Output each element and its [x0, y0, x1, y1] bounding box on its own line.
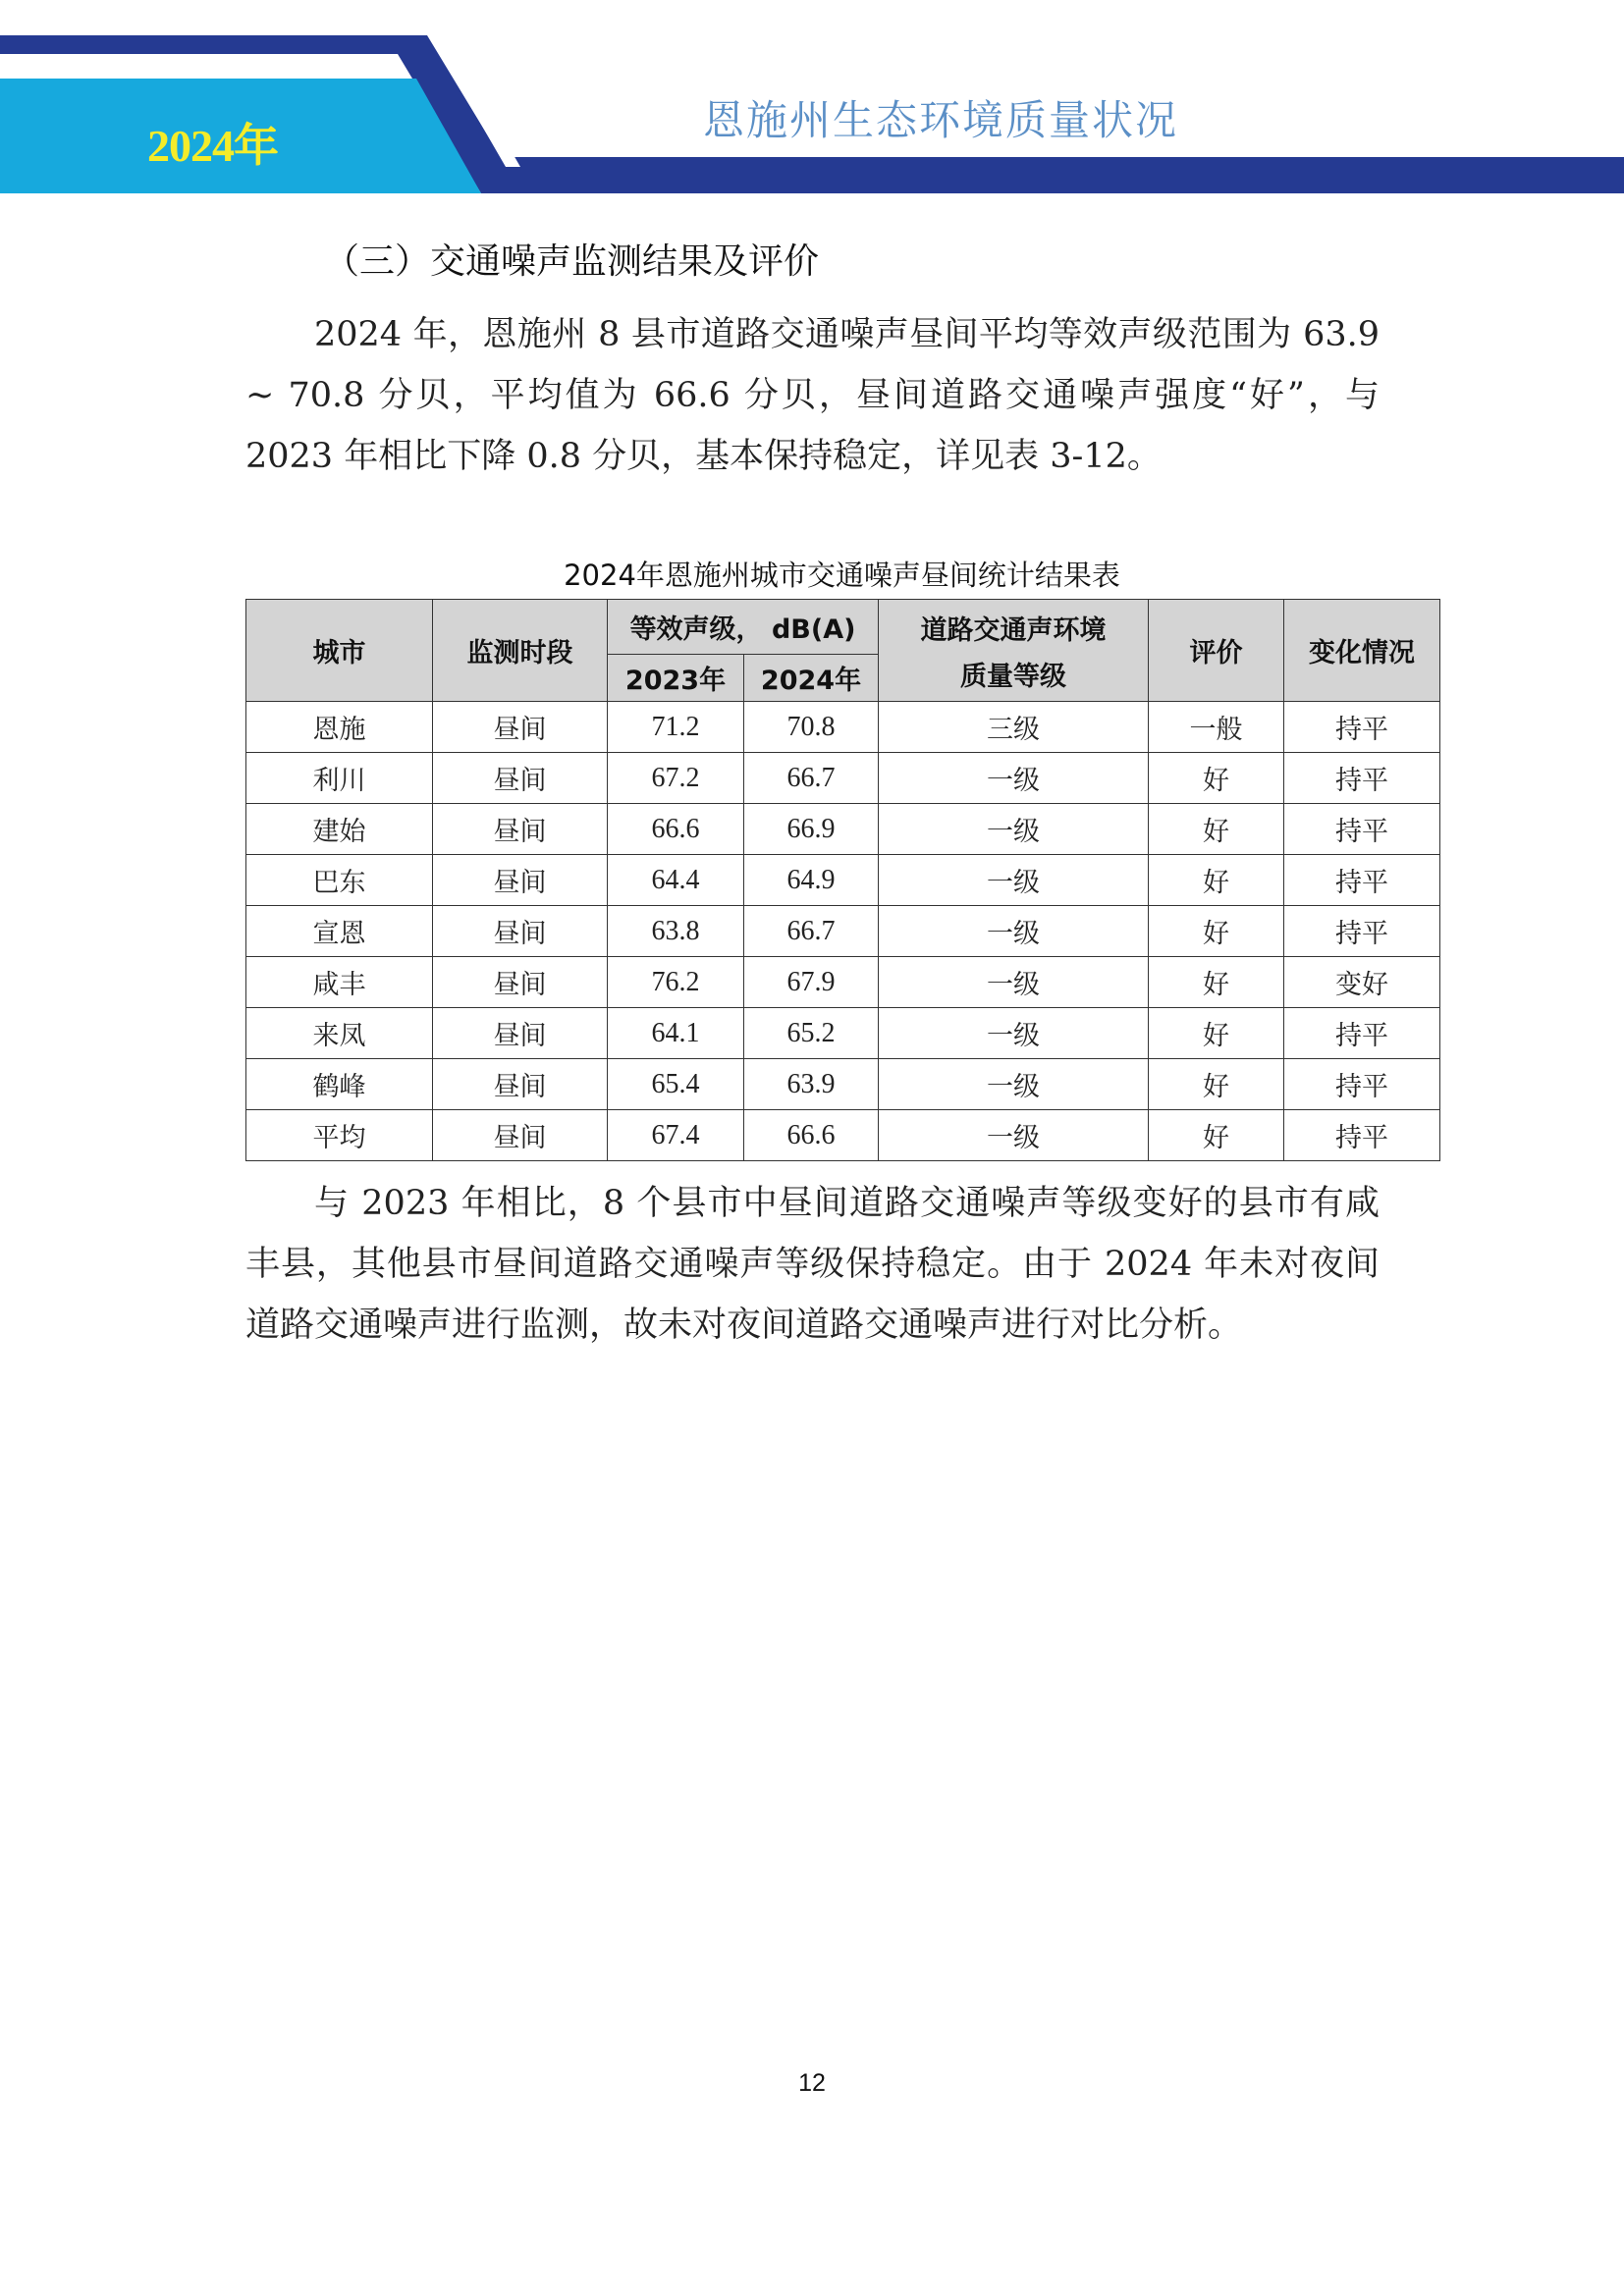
cell-value-2023: 76.2: [608, 957, 744, 1008]
cell-value-2024: 66.6: [744, 1110, 879, 1161]
cell-value-2024: 67.9: [744, 957, 879, 1008]
cell-period: 昼间: [433, 753, 608, 804]
cell-value-2023: 63.8: [608, 906, 744, 957]
cell-evaluation: 好: [1149, 1059, 1284, 1110]
cell-period: 昼间: [433, 855, 608, 906]
cell-evaluation: 好: [1149, 1110, 1284, 1161]
cell-change: 持平: [1284, 1059, 1440, 1110]
cell-city: 咸丰: [246, 957, 433, 1008]
noise-statistics-table: [245, 599, 1440, 1161]
cell-city: 利川: [246, 753, 433, 804]
cell-change: 持平: [1284, 1110, 1440, 1161]
page-number: 12: [798, 2069, 826, 2097]
cell-grade: 一级: [879, 804, 1149, 855]
table-row: [246, 1110, 1440, 1161]
cell-evaluation: 好: [1149, 1008, 1284, 1059]
cell-grade: 一级: [879, 753, 1149, 804]
cell-change: 变好: [1284, 957, 1440, 1008]
cell-evaluation: 好: [1149, 957, 1284, 1008]
cell-value-2023: 66.6: [608, 804, 744, 855]
cell-city: 平均: [246, 1110, 433, 1161]
cell-change: 持平: [1284, 702, 1440, 753]
cell-city: 来凤: [246, 1008, 433, 1059]
cell-period: 昼间: [433, 804, 608, 855]
table-row: [246, 855, 1440, 906]
cell-city: 宣恩: [246, 906, 433, 957]
cell-evaluation: 好: [1149, 855, 1284, 906]
cell-period: 昼间: [433, 1110, 608, 1161]
cell-value-2023: 64.1: [608, 1008, 744, 1059]
cell-evaluation: 一般: [1149, 702, 1284, 753]
cell-city: 恩施: [246, 702, 433, 753]
section-heading: （三）交通噪声监测结果及评价: [324, 241, 820, 282]
table-row: [246, 1008, 1440, 1059]
cell-period: 昼间: [433, 1008, 608, 1059]
table-row: [246, 1059, 1440, 1110]
cell-evaluation: 好: [1149, 753, 1284, 804]
cell-value-2023: 71.2: [608, 702, 744, 753]
header-change: 变化情况: [1284, 600, 1440, 702]
cell-period: 昼间: [433, 957, 608, 1008]
paragraph-intro: 2024 年，恩施州 8 县市道路交通噪声昼间平均等效声级范围为 63.9 ~ 70.8 分贝，平均值为 66.6 分贝，昼间道路交通噪声强度“好”，与 2023 年相比下降 0.8 分贝，基本保持稳定，详见表 3-12。: [245, 315, 1380, 476]
header-grade-line2: 质量等级: [960, 661, 1067, 692]
cell-value-2023: 65.4: [608, 1059, 744, 1110]
cell-grade: 一级: [879, 1059, 1149, 1110]
cell-value-2024: 66.7: [744, 753, 879, 804]
cell-change: 持平: [1284, 906, 1440, 957]
cell-value-2024: 66.9: [744, 804, 879, 855]
header-grade-line1: 道路交通声环境: [920, 614, 1107, 646]
table-row: [246, 804, 1440, 855]
cell-value-2024: 65.2: [744, 1008, 879, 1059]
header-year-2024: 2024年: [744, 655, 879, 702]
cell-change: 持平: [1284, 1008, 1440, 1059]
header-evaluation: 评价: [1149, 600, 1284, 702]
table-row: [246, 753, 1440, 804]
header-year-2023: 2023年: [608, 655, 744, 702]
cell-grade: 一级: [879, 855, 1149, 906]
cell-period: 昼间: [433, 702, 608, 753]
cell-grade: 一级: [879, 906, 1149, 957]
cell-grade: 一级: [879, 957, 1149, 1008]
cell-value-2023: 67.2: [608, 753, 744, 804]
cell-value-2024: 64.9: [744, 855, 879, 906]
cell-change: 持平: [1284, 804, 1440, 855]
cell-grade: 三级: [879, 702, 1149, 753]
table-caption: 2024年恩施州城市交通噪声昼间统计结果表: [564, 559, 1120, 592]
cell-grade: 一级: [879, 1008, 1149, 1059]
cell-city: 鹤峰: [246, 1059, 433, 1110]
cell-evaluation: 好: [1149, 906, 1284, 957]
cell-evaluation: 好: [1149, 804, 1284, 855]
cell-value-2024: 70.8: [744, 702, 879, 753]
document-title: 恩施州生态环境质量状况: [703, 96, 1179, 144]
cell-grade: 一级: [879, 1110, 1149, 1161]
paragraph-comparison: 与 2023 年相比，8 个县市中昼间道路交通噪声等级变好的县市有咸丰县，其他县市昼间道路交通噪声等级保持稳定。由于 2024 年未对夜间道路交通噪声进行监测，故未对夜间道路交通噪声进行对比分析。: [245, 1184, 1380, 1345]
cell-period: 昼间: [433, 1059, 608, 1110]
cell-value-2024: 66.7: [744, 906, 879, 957]
header-level-group: 等效声级， dB(A): [608, 600, 879, 655]
header-period: 监测时段: [433, 600, 608, 702]
table-row: [246, 906, 1440, 957]
cell-value-2023: 67.4: [608, 1110, 744, 1161]
header-city: 城市: [246, 600, 433, 702]
table-row: [246, 957, 1440, 1008]
cell-value-2024: 63.9: [744, 1059, 879, 1110]
table-row: [246, 702, 1440, 753]
cell-change: 持平: [1284, 855, 1440, 906]
cell-city: 巴东: [246, 855, 433, 906]
cell-value-2023: 64.4: [608, 855, 744, 906]
cell-change: 持平: [1284, 753, 1440, 804]
cell-period: 昼间: [433, 906, 608, 957]
year-badge: 2024年: [147, 121, 278, 171]
header-grade: [879, 600, 1149, 702]
cell-city: 建始: [246, 804, 433, 855]
